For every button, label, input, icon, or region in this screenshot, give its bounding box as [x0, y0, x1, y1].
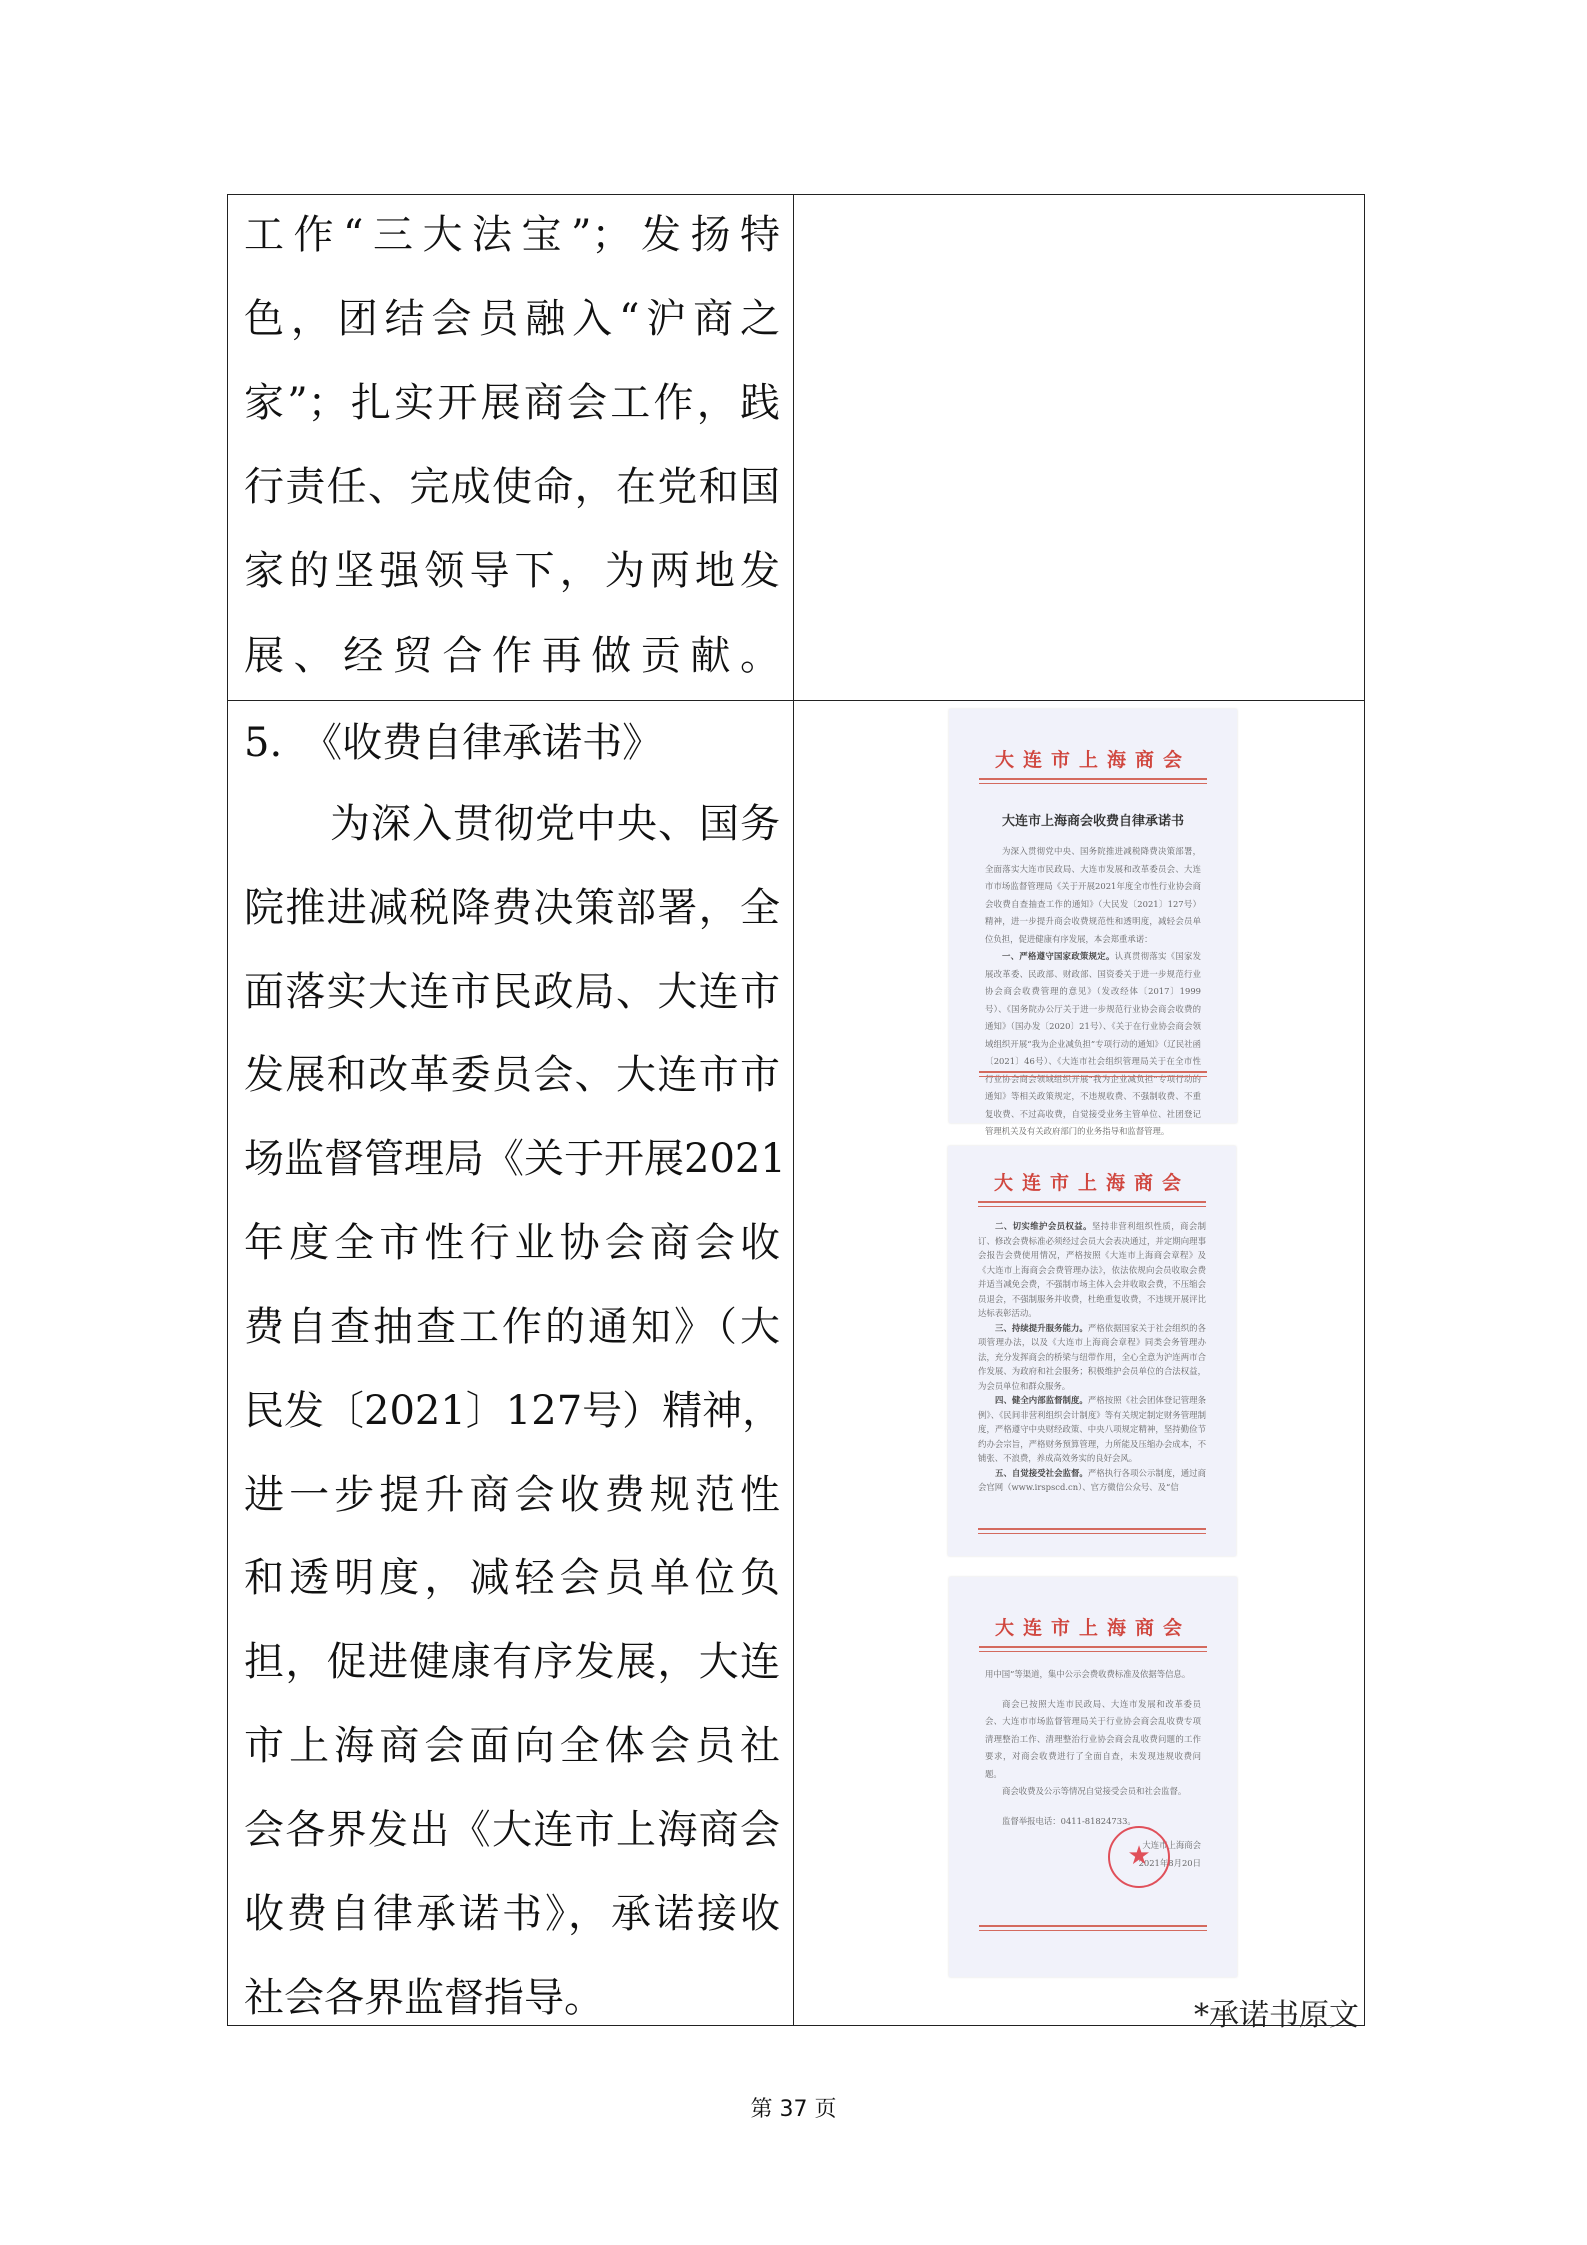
text-line: 会各界发出《大连市上海商会 [244, 1807, 780, 1853]
page-number: 第 37 页 [750, 2097, 837, 2122]
letter-paragraph: 五、自觉接受社会监督。严格执行各项公示制度，通过商会官网（www.irspscd.cn）、官方微信公众号、及“信 [978, 1467, 1207, 1492]
letterhead-rule [979, 1646, 1207, 1652]
text-line: 为深入贯彻党中央、国务 [330, 801, 780, 847]
text-line: 市上海商会面向全体会员社 [244, 1723, 780, 1769]
letter-paragraph: 三、持续提升服务能力。严格依据国家关于社会组织的各项管理办法，以及《大连市上海商会章程》同类会务管理办法，充分发挥商会的桥梁与纽带作用，全心全意为沪连两市合作发展、为政府和社会服务；积极维护会员单位的合法权益，为会员单位和群众服务。 [978, 1322, 1207, 1391]
image-caption: *承诺书原文 [1194, 1998, 1359, 2033]
letter-page-2-image [948, 1146, 1236, 1556]
letterhead-rule [979, 778, 1207, 784]
signature-org: 大连市上海商会 [1142, 1840, 1201, 1850]
text-line: 发展和改革委员会、大连市市 [244, 1052, 780, 1098]
text-line: 面落实大连市民政局、大连市 [244, 969, 780, 1015]
row-divider [227, 700, 1365, 701]
text-line: 年度全市性行业协会商会收 [244, 1220, 780, 1266]
text-line: 院推进减税降费决策部署，全 [244, 885, 780, 931]
text-line: 行责任、完成使命，在党和国 [244, 464, 780, 510]
footer-rule [978, 1528, 1206, 1534]
letter-paragraph: 四、健全内部监督制度。严格按照《社会团体登记管理条例》、《民间非营利组织会计制度》等有关规定制定财务管理制度，严格遵守中央财经政策、中央八项规定精神，坚持勤俭节约办会宗旨，严格财务预算管理，力所能及压缩办会成本，不铺张、不浪费，养成高效务实的良好会风。 [978, 1395, 1207, 1463]
letterhead: 大连市上海商会 [994, 749, 1191, 771]
letter-paragraph: 商会收费及公示等情况自觉接受会员和社会监督。 [1002, 1786, 1187, 1796]
text-line: 费自查抽查工作的通知》（大 [244, 1304, 780, 1350]
official-seal-icon: ★ [1108, 1826, 1170, 1888]
text-line: 场监督管理局《关于开展2021 [244, 1136, 786, 1182]
signature-date: 2021年8月20日 [1138, 1858, 1201, 1868]
footer-rule [979, 1071, 1207, 1077]
report-phone: 监督举报电话：0411-81824733。 [1002, 1815, 1136, 1826]
letter-paragraph: 商会已按照大连市民政局、大连市发展和改革委员会、大连市市场监督管理局关于行业协会商会乱收费专项清理整治工作、清理整治行业协会商会乱收费问题的工作要求，对商会收费进行了全面自查，未发现违规收费问题。 [985, 1698, 1201, 1779]
letterhead: 大连市上海商会 [994, 1617, 1191, 1639]
letter-title: 大连市上海商会收费自律承诺书 [1001, 814, 1184, 829]
text-line: 民发〔2021〕127号）精神， [244, 1388, 783, 1434]
letter-page-3-image [949, 1577, 1237, 1977]
text-line: 展、经贸合作再做贡献。 [244, 633, 780, 679]
letter-page-1-image [949, 709, 1237, 1136]
text-line: 工作“三大法宝”；发扬特 [244, 212, 780, 258]
letterhead-rule [978, 1201, 1206, 1207]
text-line: 社会各界监督指导。 [244, 1975, 604, 2021]
text-line: 担，促进健康有序发展，大连 [244, 1639, 780, 1685]
letter-paragraph: 一、严格遵守国家政策规定。认真贯彻落实《国家发展改革委、民政部、财政部、国资委关于进一步规范行业协会商会收费管理的意见》（发改经体〔2017〕1999号）、《国务院办公厅关于进一步规范行业协会商会收费的通知》（国办发〔2020〕21号）、《关于在行业协会商会领域组织开展“我为企业减负担”专项行动的通知》（辽民社函〔2021〕46号）、《大连市社会组织管理局关于在全市性行业协会商会领域组织开展“我为企业减负担”专项行动的通知》等相关政策规定，不违规收费、不强制收费、不重复收费、不过高收费，自觉接受业务主管单位、社团登记管理机关及有关政府部门的业务指导和监督管理。 [985, 951, 1202, 1136]
letterhead: 大连市上海商会 [993, 1172, 1190, 1194]
footer-rule [979, 1925, 1207, 1931]
text-line: 收费自律承诺书》，承诺接收 [244, 1891, 780, 1937]
letter-paragraph: 二、切实维护会员权益。坚持非营利组织性质，商会制订、修改会费标准必须经过会员大会表决通过，并定期向理事会报告会费使用情况，严格按照《大连市上海商会章程》及《大连市上海商会会费管理办法》，依法依规向会员收取会费并适当减免会费，不强制市场主体入会并收取会费，不压缩会员退会，不强制服务并收费，杜绝重复收费，不违规开展评比达标表彰活动。 [978, 1221, 1207, 1318]
text-line: 进一步提升商会收费规范性 [244, 1472, 780, 1518]
text-line: 和透明度，减轻会员单位负 [244, 1555, 780, 1601]
text-line: 家的坚强领导下，为两地发 [244, 548, 780, 594]
section-heading: 5. 《收费自律承诺书》 [244, 720, 663, 766]
text-line: 家”；扎实开展商会工作，践 [244, 380, 780, 426]
column-divider [793, 194, 794, 2026]
letter-paragraph: 用中国”等渠道，集中公示会费收费标准及依据等信息。 [985, 1669, 1191, 1679]
letter-paragraph: 为深入贯彻党中央、国务院推进减税降费决策部署，全面落实大连市民政局、大连市发展和改革委员会、大连市市场监督管理局《关于开展2021年度全市性行业协会商会收费自查抽查工作的通知》（大民发〔2021〕127号）精神，进一步提升商会收费规范性和透明度，减轻会员单位负担，促进健康有序发展，本会郑重承诺： [985, 846, 1201, 944]
text-line: 色，团结会员融入“沪商之 [244, 296, 780, 342]
